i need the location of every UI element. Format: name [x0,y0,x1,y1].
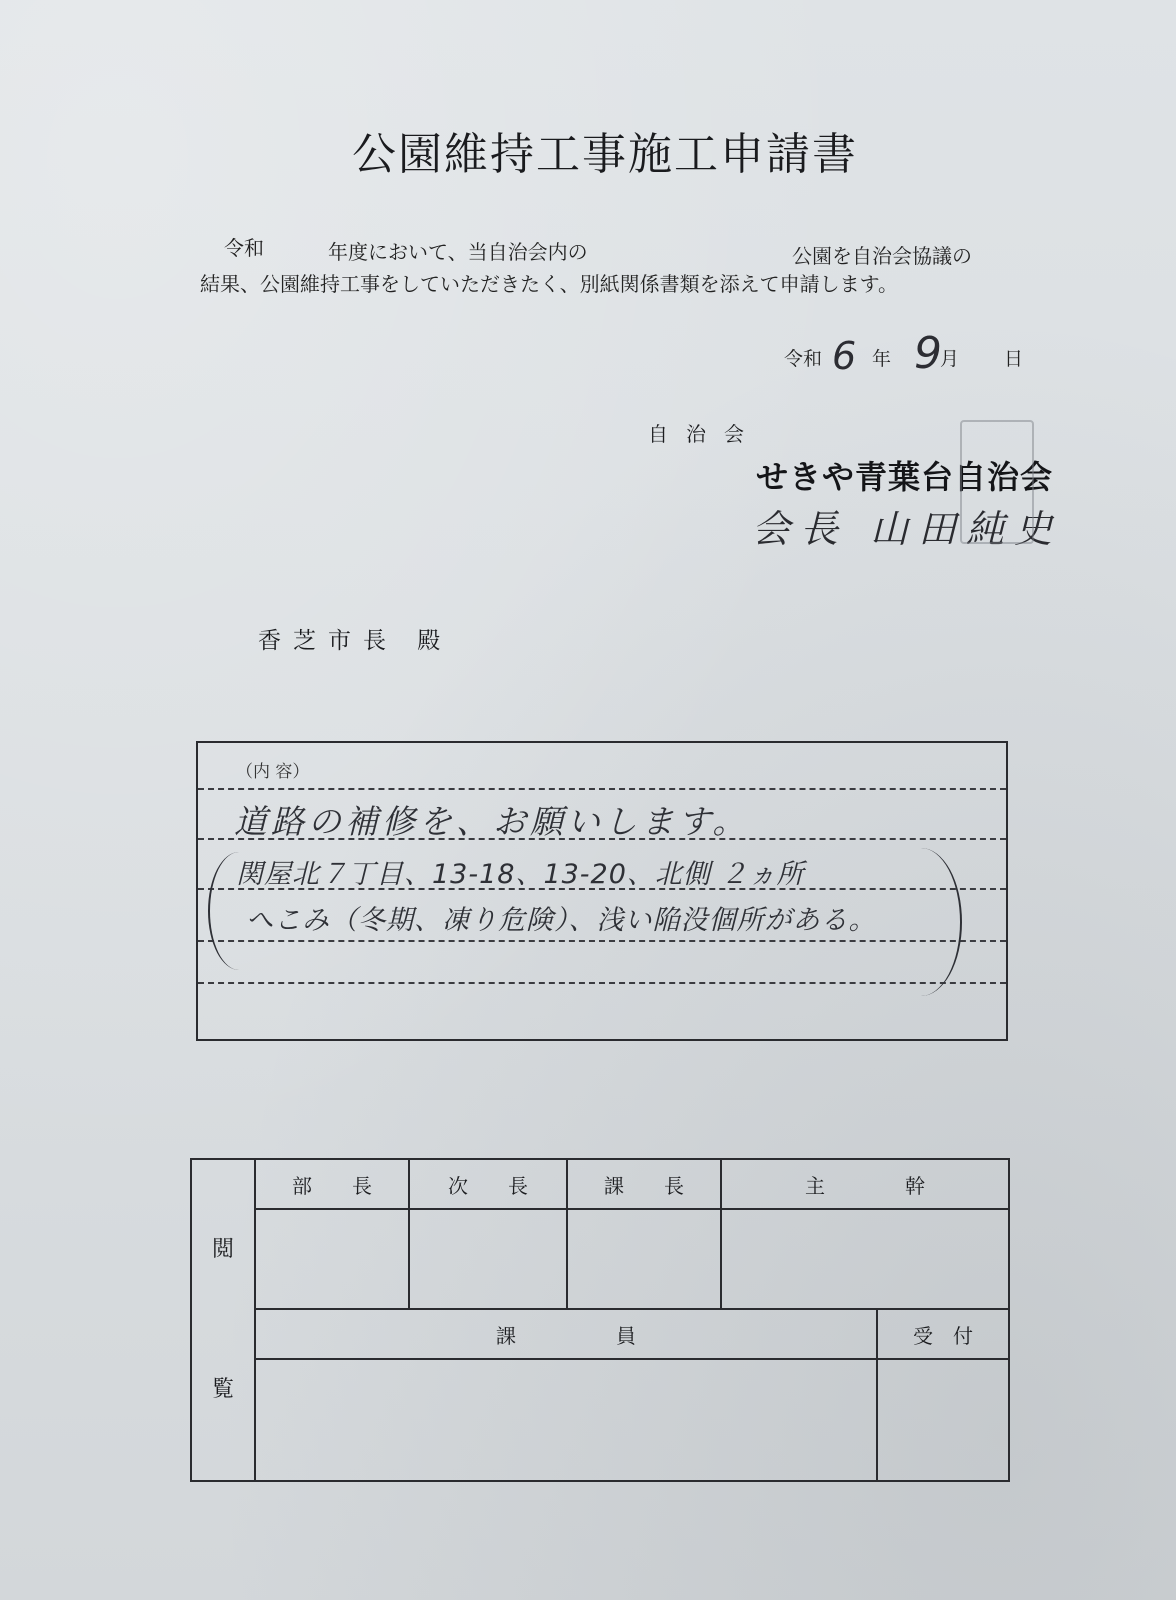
header-deputy-head: 次 長 [409,1159,567,1209]
intro-request-text: 結果、公園維持工事をしていただきたく、別紙関係書類を添えて申請します。 [200,272,898,296]
date-year-label: 年 [872,348,892,370]
addressee: 香芝市長 殿 [258,628,453,654]
header-department-head: 部 長 [255,1159,409,1209]
stamp-cell-department-head [255,1209,409,1309]
content-rule [198,788,1006,790]
content-line-1: 道路の補修を、お願いします。 [234,802,750,841]
stamp-cell-chief-officer [721,1209,1009,1309]
left-bracket-mark [208,852,270,970]
intro-era: 令和 [224,236,264,260]
header-staff: 課 員 [255,1309,877,1359]
content-rule [198,982,1006,984]
date-month-handwritten: 9 [914,328,942,379]
review-side-label-top: 閲 [211,1237,234,1262]
stamp-cell-deputy-head [409,1209,567,1309]
intro-fiscal-year-text: 年度において、当自治会内の [328,240,588,264]
date-day-label: 日 [1004,348,1024,370]
stamp-cell-section-chief [567,1209,721,1309]
stamp-cell-staff [255,1359,877,1481]
date-month-label: 月 [940,348,960,370]
review-side-label-bottom: 覧 [211,1377,234,1402]
document-title: 公園維持工事施工申請書 [352,129,858,180]
review-side-label [191,1159,255,1481]
representative-signature: 会長 山田純史 [752,507,1063,551]
content-line-2: 関屋北７丁目、13-18、13-20、北側 ２ヵ所 [236,859,805,890]
right-bracket-mark [880,848,962,996]
header-chief-officer: 主 幹 [721,1159,1009,1209]
date-year-handwritten: 6 [832,334,857,378]
org-label: 自治会 [648,422,762,446]
stamp-cell-receipt [877,1359,1009,1481]
intro-park-text: 公園を自治会協議の [792,244,972,268]
review-table [190,1158,1010,1482]
header-receipt: 受 付 [877,1309,1009,1359]
application-date [784,328,1024,390]
date-era: 令和 [784,348,823,370]
faded-seal-stamp [960,420,1034,544]
content-label: （内 容） [236,762,310,782]
header-section-chief: 課 長 [567,1159,721,1209]
content-line-3: へこみ（冬期、凍り危険）、浅い陥没個所がある。 [246,905,877,936]
org-name-stamp: せきや青葉台自治会 [756,458,1054,496]
